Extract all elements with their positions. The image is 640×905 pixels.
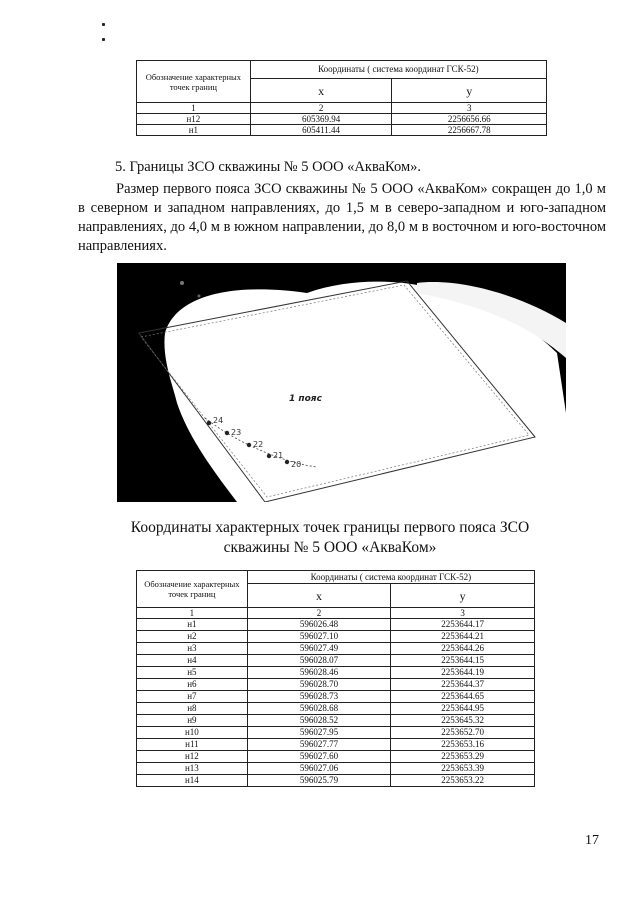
cell-x: 596027.06 bbox=[247, 763, 391, 775]
table-row bbox=[137, 655, 535, 667]
figure-point-label: 20 bbox=[291, 460, 302, 469]
cell-x: 596027.60 bbox=[247, 751, 391, 763]
cell-point: н8 bbox=[137, 703, 248, 715]
cell-y: 2253652.70 bbox=[391, 727, 535, 739]
cell-point: н4 bbox=[137, 655, 248, 667]
cell-y: 2256667.78 bbox=[392, 125, 547, 136]
cell-x: 596028.07 bbox=[247, 655, 391, 667]
table-row bbox=[137, 125, 547, 136]
figure-point-label: 23 bbox=[231, 428, 242, 437]
cell-y: 2253644.15 bbox=[391, 655, 535, 667]
figure-point-label: 21 bbox=[273, 451, 284, 460]
header-x: х bbox=[247, 584, 391, 608]
table-row bbox=[137, 619, 535, 631]
cell-y: 2253644.95 bbox=[391, 703, 535, 715]
cell-point: н2 bbox=[137, 631, 248, 643]
cell-x: 596028.52 bbox=[247, 715, 391, 727]
header-coords-label: Координаты ( система координат ГСК-52) bbox=[247, 571, 534, 584]
scan-speck bbox=[102, 23, 105, 26]
cell-point: н11 bbox=[137, 739, 248, 751]
col-num: 2 bbox=[250, 103, 392, 114]
col-num: 2 bbox=[247, 608, 391, 619]
col-num: 1 bbox=[137, 608, 248, 619]
main-coordinates-table bbox=[136, 570, 535, 787]
section-heading: 5. Границы ЗСО скважины № 5 ООО «АкваКом». bbox=[115, 159, 422, 175]
section-body: Размер первого пояса ЗСО скважины № 5 ООО «АкваКом» сокращен до 1,0 м в северном и западном направлениях, до 1,5 м в северо-западном и юго-западном направлениях, до 4,0 м в южном направлении, до 8,0 м в восточном и юго-восточном направлениях. bbox=[78, 181, 606, 254]
cell-y: 2253644.21 bbox=[391, 631, 535, 643]
table-row bbox=[137, 703, 535, 715]
cell-y: 2253653.22 bbox=[391, 775, 535, 787]
boundary-point-marker bbox=[247, 443, 251, 447]
cell-point: н1 bbox=[137, 125, 251, 136]
table-row bbox=[137, 631, 535, 643]
cell-point: н7 bbox=[137, 691, 248, 703]
col-num: 3 bbox=[392, 103, 547, 114]
cell-x: 605411.44 bbox=[250, 125, 392, 136]
cell-point: н9 bbox=[137, 715, 248, 727]
table-row bbox=[137, 775, 535, 787]
boundary-point-marker bbox=[225, 431, 229, 435]
cell-y: 2253645.32 bbox=[391, 715, 535, 727]
table-row bbox=[137, 691, 535, 703]
cell-x: 596025.79 bbox=[247, 775, 391, 787]
cell-y: 2256656.66 bbox=[392, 114, 547, 125]
page-number: 17 bbox=[585, 833, 599, 848]
cell-x: 596027.10 bbox=[247, 631, 391, 643]
cell-y: 2253653.29 bbox=[391, 751, 535, 763]
table-row bbox=[137, 667, 535, 679]
header-point-label: Обозначение характерных точек границ bbox=[137, 571, 248, 608]
cell-point: н10 bbox=[137, 727, 248, 739]
scan-speck bbox=[102, 38, 105, 41]
table-row bbox=[137, 715, 535, 727]
table-caption: Координаты характерных точек границы первого пояса ЗСО скважины № 5 ООО «АкваКом» bbox=[130, 519, 530, 556]
header-y: у bbox=[391, 584, 535, 608]
cell-point: н6 bbox=[137, 679, 248, 691]
table-row bbox=[137, 114, 547, 125]
cell-point: н13 bbox=[137, 763, 248, 775]
cell-y: 2253644.26 bbox=[391, 643, 535, 655]
cell-x: 596027.49 bbox=[247, 643, 391, 655]
boundary-point-marker bbox=[285, 460, 289, 464]
cell-point: н1 bbox=[137, 619, 248, 631]
table-row bbox=[137, 739, 535, 751]
cell-y: 2253653.16 bbox=[391, 739, 535, 751]
figure-point-label: 22 bbox=[253, 440, 264, 449]
header-y: у bbox=[392, 79, 547, 103]
table-row bbox=[137, 751, 535, 763]
cell-point: н12 bbox=[137, 114, 251, 125]
cell-point: н3 bbox=[137, 643, 248, 655]
zone-map-image bbox=[117, 263, 566, 502]
cell-x: 596028.70 bbox=[247, 679, 391, 691]
cell-point: н5 bbox=[137, 667, 248, 679]
cell-y: 2253644.37 bbox=[391, 679, 535, 691]
cell-point: н14 bbox=[137, 775, 248, 787]
zone-map-figure bbox=[117, 263, 566, 502]
cell-x: 596027.95 bbox=[247, 727, 391, 739]
cell-y: 2253644.17 bbox=[391, 619, 535, 631]
table-row bbox=[137, 763, 535, 775]
cell-y: 2253644.19 bbox=[391, 667, 535, 679]
boundary-point-marker bbox=[207, 421, 211, 425]
top-coordinates-table bbox=[136, 60, 547, 136]
boundary-point-marker bbox=[267, 454, 271, 458]
zone-label: 1 пояс bbox=[289, 394, 322, 404]
cell-x: 605369.94 bbox=[250, 114, 392, 125]
cell-x: 596026.48 bbox=[247, 619, 391, 631]
cell-y: 2253653.39 bbox=[391, 763, 535, 775]
cell-point: н12 bbox=[137, 751, 248, 763]
table-row bbox=[137, 679, 535, 691]
cell-x: 596028.73 bbox=[247, 691, 391, 703]
cell-y: 2253644.65 bbox=[391, 691, 535, 703]
col-num: 1 bbox=[137, 103, 251, 114]
col-num: 3 bbox=[391, 608, 535, 619]
cell-x: 596028.46 bbox=[247, 667, 391, 679]
figure-point-label: 24 bbox=[213, 416, 224, 425]
table-row bbox=[137, 643, 535, 655]
cell-x: 596027.77 bbox=[247, 739, 391, 751]
cell-x: 596028.68 bbox=[247, 703, 391, 715]
table-row bbox=[137, 727, 535, 739]
header-x: х bbox=[250, 79, 392, 103]
header-point-label: Обозначение характерных точек границ bbox=[137, 61, 251, 103]
header-coords-label: Координаты ( система координат ГСК-52) bbox=[250, 61, 546, 79]
